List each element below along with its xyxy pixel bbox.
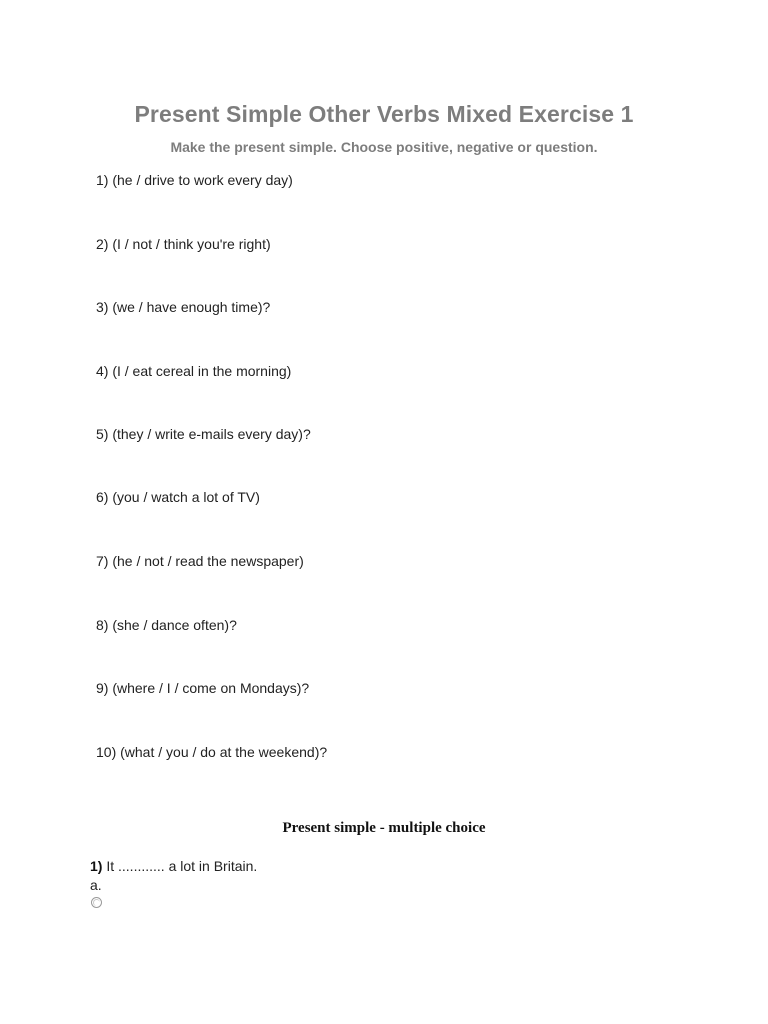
instructions: Make the present simple. Choose positive, negative or question. — [170, 139, 598, 155]
exercise-question-7: 7) (he / not / read the newspaper) — [96, 553, 304, 569]
exercise-question-1: 1) (he / drive to work every day) — [96, 172, 293, 188]
mc-question-1-text: It ............ a lot in Britain. — [102, 858, 258, 874]
mc-question-1 — [90, 858, 257, 874]
mc-option-a-label: a. — [90, 877, 102, 893]
exercise-question-5: 5) (they / write e-mails every day)? — [96, 426, 311, 442]
multiple-choice-heading: Present simple - multiple choice — [282, 820, 486, 836]
mc-option-a-radio[interactable] — [91, 897, 102, 908]
exercise-question-8: 8) (she / dance often)? — [96, 617, 237, 633]
mc-question-1-number: 1) — [90, 858, 103, 874]
exercise-question-4: 4) (I / eat cereal in the morning) — [96, 363, 292, 379]
page-title: Present Simple Other Verbs Mixed Exercise 1 — [134, 101, 634, 127]
exercise-question-9: 9) (where / I / come on Mondays)? — [96, 680, 310, 696]
exercise-question-2: 2) (I / not / think you're right) — [96, 236, 271, 252]
exercise-question-10: 10) (what / you / do at the weekend)? — [96, 744, 328, 760]
exercise-question-6: 6) (you / watch a lot of TV) — [96, 489, 260, 505]
exercise-question-3: 3) (we / have enough time)? — [96, 299, 271, 315]
